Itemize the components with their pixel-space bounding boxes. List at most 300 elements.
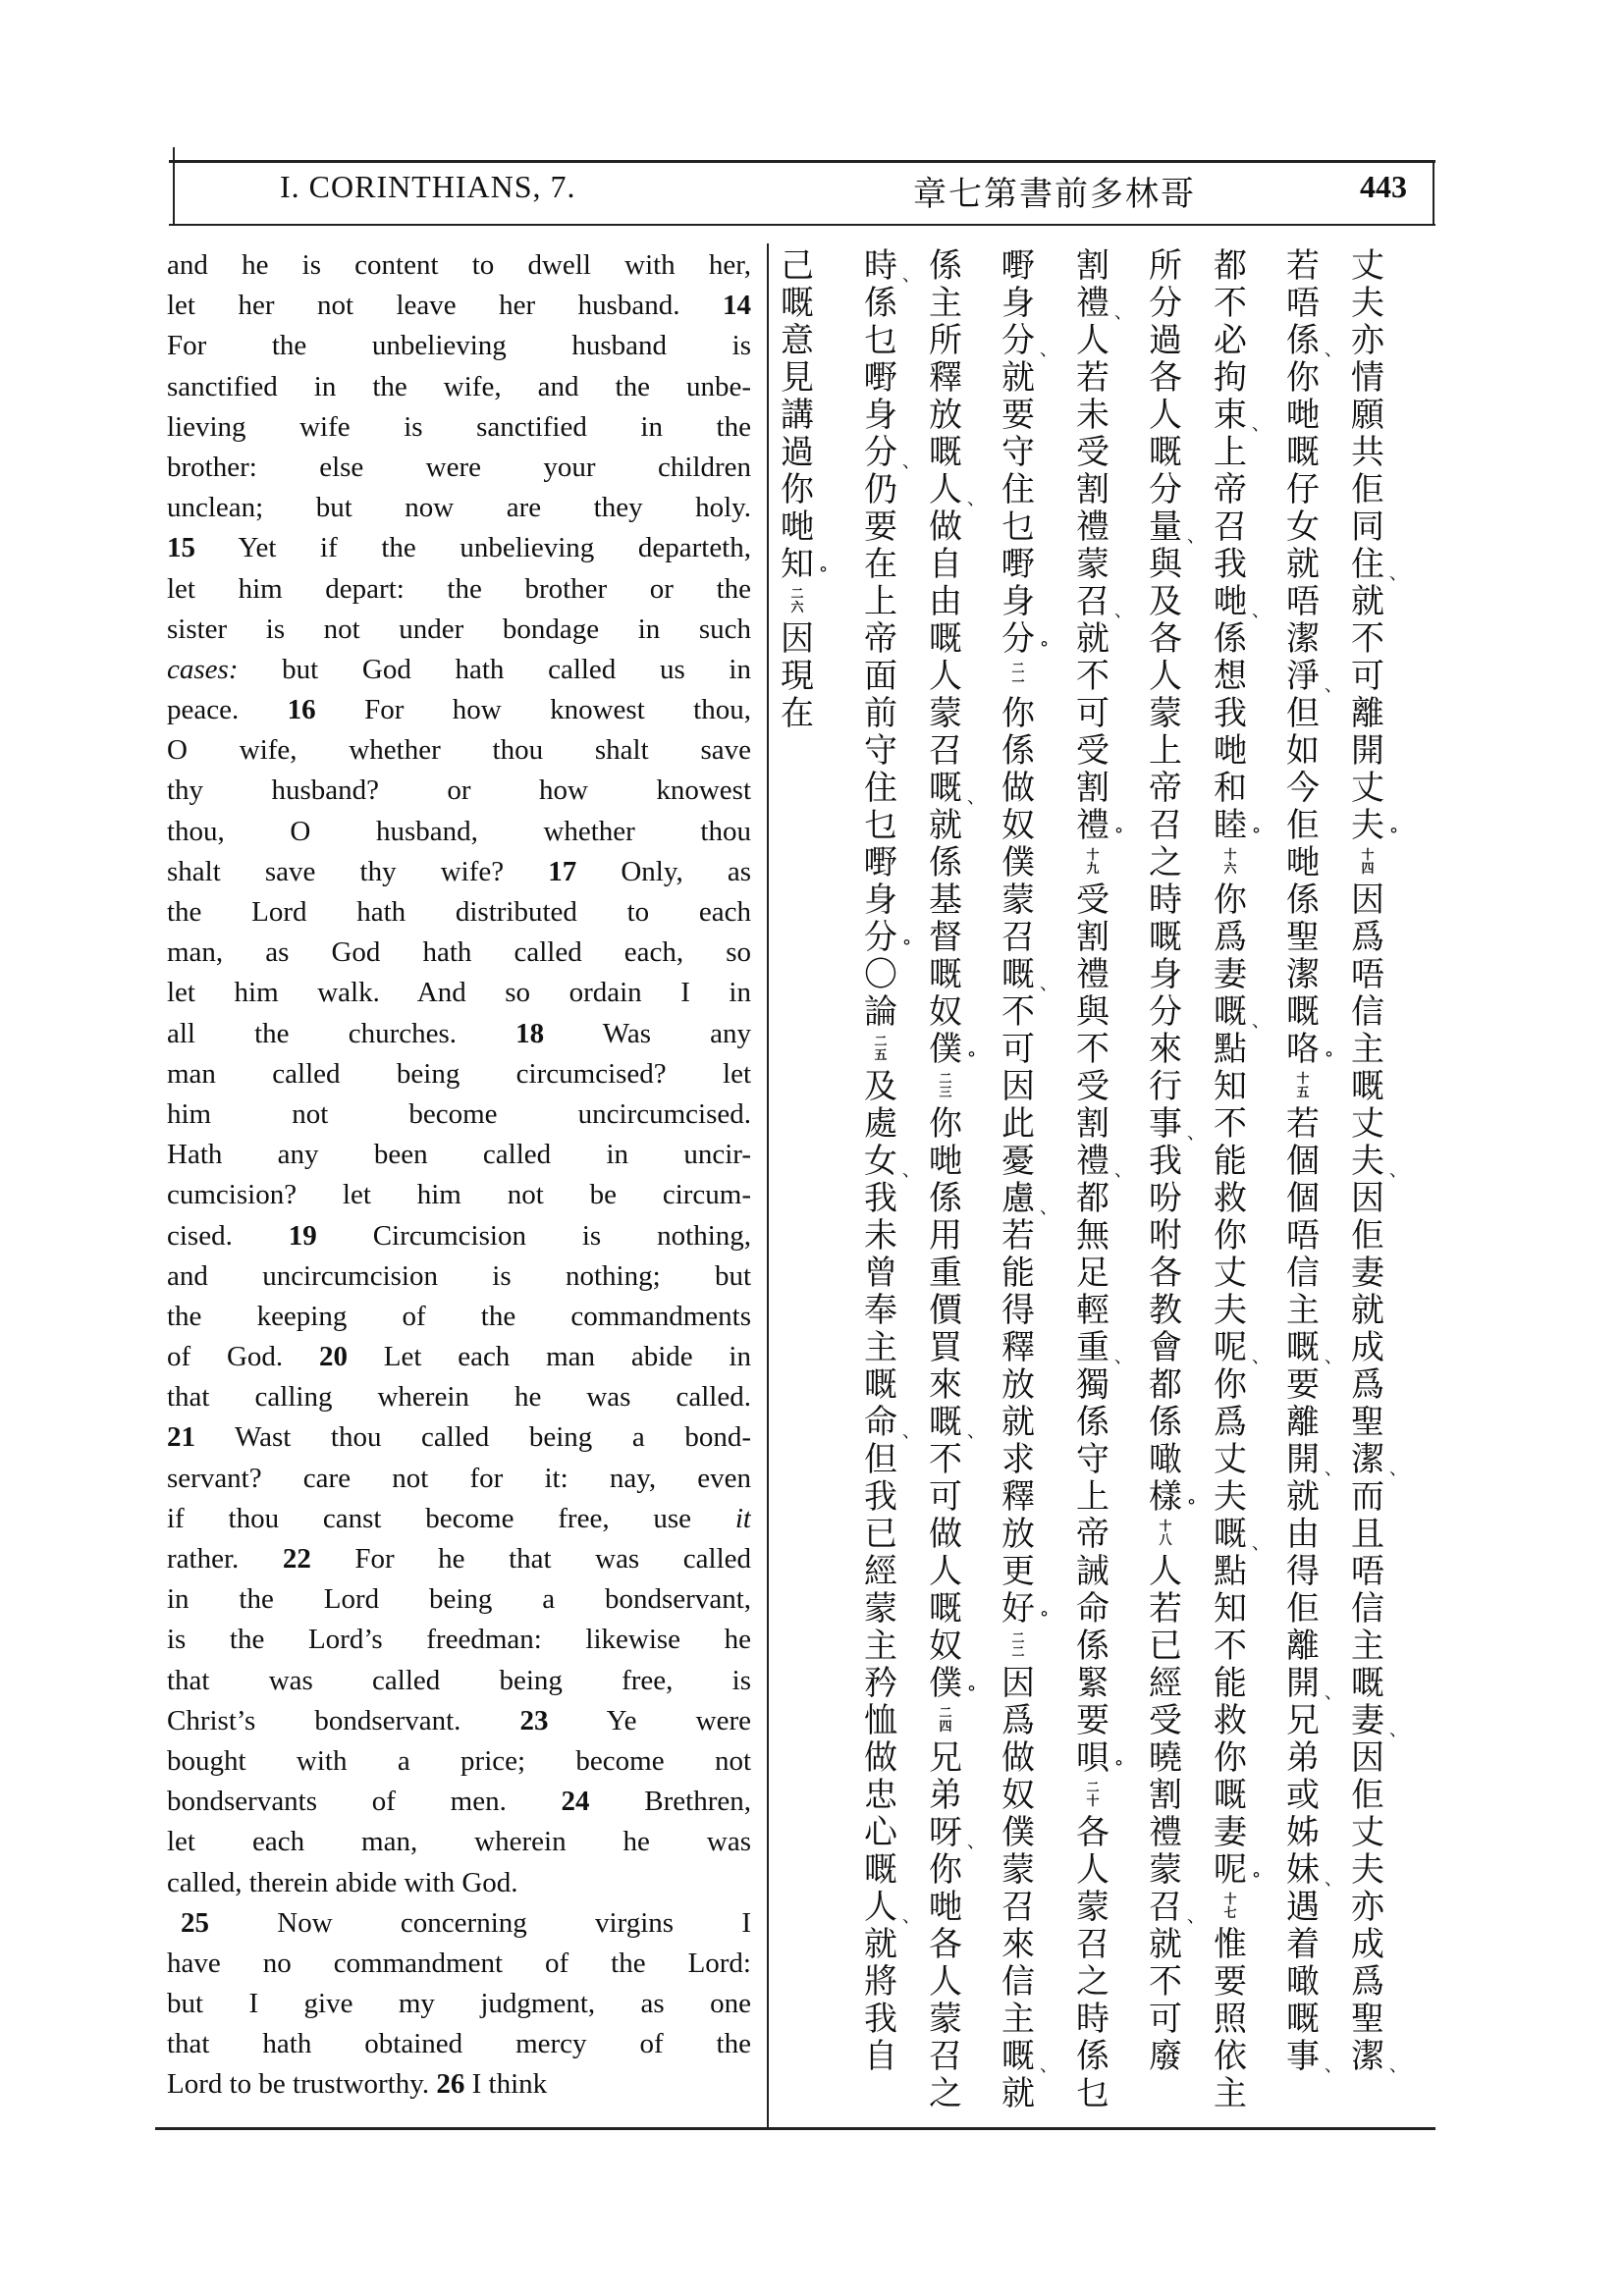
chinese-character: 心	[864, 1813, 897, 1852]
chinese-character: 咯 °	[1281, 1031, 1325, 1068]
chinese-character: 已	[1149, 1627, 1182, 1666]
chinese-character: 哋 、	[1214, 582, 1270, 621]
chinese-character: 禮 °	[1071, 807, 1114, 844]
text-segment: and he is content to dwell with her,	[167, 249, 751, 281]
chinese-character: 遇	[1286, 1888, 1320, 1927]
chinese-character: 嘢	[864, 358, 897, 398]
chinese-character: 蒙	[1149, 1850, 1182, 1890]
chinese-character: 知	[1214, 1067, 1247, 1106]
verse-number: 24	[561, 1786, 590, 1818]
chinese-character: 信	[1001, 1962, 1035, 2002]
chinese-character: 在	[864, 545, 897, 584]
chinese-character: 嘅	[1286, 433, 1320, 472]
chinese-character: 嘅	[929, 619, 962, 659]
text-line	[167, 1863, 751, 1903]
chinese-character: 信	[1351, 992, 1384, 1032]
chinese-character: 割	[1076, 470, 1109, 509]
text-segment: him not become uncircumcised.	[167, 1097, 751, 1130]
chinese-character: 分 、	[864, 433, 920, 472]
verse-number: 17	[548, 855, 577, 887]
chinese-character: 嘅 、	[929, 769, 985, 808]
chinese-character: 無	[1076, 1216, 1109, 1255]
chinese-character: 經	[1149, 1664, 1182, 1703]
chinese-character: 召	[929, 731, 962, 771]
text-segment: is the Lord’s freedman: likewise he	[167, 1624, 751, 1656]
chinese-character: 不	[929, 1440, 962, 1479]
chinese-character: 兄	[1286, 1701, 1320, 1740]
verse-number: 23	[519, 1704, 549, 1736]
chinese-character: 受	[1076, 881, 1109, 920]
chinese-character: 知 °	[776, 546, 819, 583]
text-line	[167, 1297, 751, 1337]
chinese-character: 弟	[1286, 1738, 1320, 1778]
bottom-rule	[155, 2127, 1435, 2130]
chinese-character: 價	[929, 1291, 962, 1330]
chinese-character: 若	[1149, 1589, 1182, 1629]
text-line	[167, 852, 751, 892]
chinese-character: 哋	[929, 1888, 962, 1927]
chinese-character: 你	[1214, 1216, 1247, 1255]
chinese-character: 蒙	[1149, 694, 1182, 733]
text-segment: man called being circumcised? let	[167, 1057, 751, 1090]
chinese-character: 爲	[1001, 1701, 1035, 1740]
chinese-character: 姊	[1286, 1813, 1320, 1852]
chinese-character: 召	[1214, 507, 1247, 547]
chinese-character: 情	[1351, 358, 1384, 398]
chinese-character: 妹 、	[1286, 1850, 1342, 1890]
chinese-character: 用	[929, 1216, 962, 1255]
comma-mark: 、	[1325, 1347, 1342, 1367]
text-segment: O wife, whether thou shalt save	[167, 734, 751, 767]
text-line	[167, 690, 751, 730]
chinese-character: 來	[929, 1365, 962, 1405]
chinese-character: 就	[864, 1925, 897, 1964]
chinese-character: 命 、	[864, 1403, 920, 1442]
full-stop-mark: °	[967, 1682, 976, 1703]
chinese-character: 見	[781, 358, 814, 398]
chinese-character: 若	[1076, 358, 1109, 398]
comma-mark: 、	[1389, 1720, 1407, 1740]
chinese-character: 嘅	[781, 284, 814, 323]
verse-number: 26	[436, 2068, 465, 2101]
chinese-character: 廢	[1149, 2037, 1182, 2076]
comma-mark: 、	[1325, 675, 1342, 696]
chinese-character: 面	[864, 657, 897, 696]
text-line	[167, 1984, 751, 2024]
chinese-character: 爲	[1351, 918, 1384, 957]
chinese-character: 不	[1214, 1104, 1247, 1144]
chinese-character: 分 °	[997, 620, 1040, 658]
chinese-character: 妻	[1351, 1254, 1384, 1293]
text-segment: and uncircumcision is nothing; but	[167, 1259, 751, 1292]
comma-mark: 、	[902, 1421, 920, 1442]
chinese-character: 守	[1001, 433, 1035, 472]
chinese-character: 妻	[1214, 1813, 1247, 1852]
comma-mark: 、	[1389, 1160, 1407, 1181]
chinese-character: 上	[1214, 433, 1247, 472]
text-segment: called, therein abide with God.	[167, 1866, 518, 1898]
chinese-character: 人 、	[929, 470, 985, 509]
chinese-character: 時	[1076, 2000, 1109, 2039]
running-title-english: I. CORINTHIANS, 7.	[280, 169, 576, 204]
chinese-character: 潔	[1286, 619, 1320, 659]
chinese-character: 論	[864, 992, 897, 1032]
text-segment: unclean; but now are they holy.	[167, 492, 751, 524]
chinese-character: 現	[781, 657, 814, 696]
text-segment: Let each man abide in	[347, 1341, 751, 1373]
chinese-character: 係	[1149, 1403, 1182, 1442]
verse-number-cell	[1071, 844, 1114, 881]
text-line	[167, 1459, 751, 1499]
comma-mark: 、	[1252, 1347, 1270, 1367]
chinese-character: 蒙	[1076, 1888, 1109, 1927]
chinese-character: 睦 °	[1209, 807, 1252, 844]
chinese-character: 開 、	[1286, 1664, 1342, 1703]
header-right-rule	[1433, 160, 1434, 226]
chinese-character: 可	[1351, 657, 1384, 696]
chinese-character: 身	[1001, 582, 1035, 621]
chinese-character: 乜	[1076, 2074, 1109, 2113]
chinese-character: 個	[1286, 1179, 1320, 1218]
text-line	[167, 1822, 751, 1862]
chinese-character: 做	[1001, 769, 1035, 808]
chinese-character: 慮 、	[1001, 1179, 1057, 1218]
verse-number-cell	[1346, 844, 1389, 881]
chinese-character: 嘅	[864, 1365, 897, 1405]
chinese-character: 就	[1286, 545, 1320, 584]
chinese-character: 惟	[1214, 1925, 1247, 1964]
chinese-character: 離	[1286, 1403, 1320, 1442]
chinese-character: 要	[1214, 1962, 1247, 2002]
verse-number: 19	[288, 1219, 317, 1252]
chinese-character: 誡	[1076, 1552, 1109, 1591]
text-segment: Circumcision is nothing,	[316, 1219, 751, 1252]
chinese-character: 各	[1076, 1813, 1109, 1852]
chinese-character: 嘅	[1149, 918, 1182, 957]
chinese-character: 來	[1001, 1925, 1035, 1964]
text-line	[167, 326, 751, 366]
chinese-character: 係	[929, 246, 962, 286]
chinese-character: 得	[1286, 1552, 1320, 1591]
chinese-character: 女 、	[864, 1142, 920, 1181]
chinese-character: 因	[1001, 1067, 1035, 1106]
chinese-character: 弟	[929, 1776, 962, 1815]
text-line	[167, 1417, 751, 1458]
chinese-character: 聖	[1351, 2000, 1384, 2039]
chinese-character: 照	[1214, 2000, 1247, 2039]
chinese-character: 呢 、	[1214, 1328, 1270, 1367]
chinese-character: 之	[1149, 843, 1182, 882]
chinese-character: 矜	[864, 1664, 897, 1703]
chinese-character: 重	[929, 1254, 962, 1293]
text-line	[167, 650, 751, 690]
chinese-character: 求	[1001, 1440, 1035, 1479]
chinese-character: 己	[781, 246, 814, 286]
chinese-character: 蒙	[1001, 1850, 1035, 1890]
comma-mark: 、	[1187, 526, 1205, 547]
comma-mark: 、	[902, 452, 920, 472]
text-line	[167, 1903, 751, 1944]
chinese-character: 離	[1286, 1627, 1320, 1666]
chinese-character: 受	[1076, 731, 1109, 771]
chinese-character: 拘	[1214, 358, 1247, 398]
chinese-character: 人	[1076, 321, 1109, 360]
chinese-character: 召 、	[1076, 582, 1132, 621]
chinese-character: 割	[1076, 918, 1109, 957]
chinese-character: 人 、	[864, 1888, 920, 1927]
text-segment: Wast thou called being a bond-	[195, 1421, 751, 1454]
comma-mark: 、	[1114, 601, 1132, 621]
chinese-character: 不	[1351, 619, 1384, 659]
text-line	[167, 973, 751, 1013]
chinese-character: 各	[1149, 1254, 1182, 1293]
text-segment: Ye were	[548, 1704, 751, 1736]
text-line	[167, 771, 751, 811]
full-stop-mark: °	[1252, 1869, 1261, 1890]
text-line	[167, 610, 751, 650]
chinese-character: 帝	[1076, 1515, 1109, 1554]
chinese-character: 女	[1286, 507, 1320, 547]
chinese-character: 能	[1214, 1142, 1247, 1181]
chinese-character: 受	[1076, 433, 1109, 472]
chinese-character: 釋	[1001, 1477, 1035, 1517]
text-segment: bought with a price; become not	[167, 1744, 751, 1777]
chinese-character: 〇	[864, 955, 897, 994]
chinese-character: 守	[864, 731, 897, 771]
chinese-character: 督	[929, 918, 962, 957]
full-stop-mark: °	[1187, 1496, 1196, 1517]
chinese-character: 噉	[1149, 1440, 1182, 1479]
chinese-character: 過	[781, 433, 814, 472]
verse-number: 十七	[1223, 1893, 1237, 1921]
comma-mark: 、	[967, 1421, 985, 1442]
chinese-character: 處	[864, 1104, 897, 1144]
chinese-character: 各	[1149, 619, 1182, 659]
chinese-character: 人	[929, 657, 962, 696]
chinese-character: 講	[781, 396, 814, 435]
chinese-character: 妻	[1214, 955, 1247, 994]
chinese-character: 守	[1076, 1440, 1109, 1479]
chinese-character: 乜	[1001, 507, 1035, 547]
verse-number: 25	[181, 1906, 209, 1939]
chinese-character: 可	[1076, 694, 1109, 733]
text-segment: Lord to be trustworthy.	[167, 2068, 437, 2101]
chinese-character: 潔 、	[1351, 1440, 1407, 1479]
english-text-column	[167, 245, 751, 2106]
comma-mark: 、	[1040, 974, 1057, 994]
chinese-character: 嘅	[1286, 992, 1320, 1032]
text-segment: Christ’s bondservant.	[167, 1704, 520, 1736]
chinese-character: 釋	[1001, 1328, 1035, 1367]
chinese-character: 之	[929, 2074, 962, 2113]
chinese-character: 你	[929, 1850, 962, 1890]
chinese-character: 你	[1001, 694, 1035, 733]
chinese-character: 不	[1076, 657, 1109, 696]
chinese-character: 夫	[1214, 1477, 1247, 1517]
comma-mark: 、	[1252, 601, 1270, 621]
text-segment: let each man, wherein he was	[167, 1826, 751, 1858]
chinese-character: 夫 °	[1346, 807, 1389, 844]
chinese-character: 嘅	[1351, 1664, 1384, 1703]
verse-number: 二二	[1011, 1631, 1025, 1660]
chinese-character: 我	[1214, 694, 1247, 733]
text-segment: all the churches.	[167, 1017, 516, 1049]
chinese-character: 離	[1351, 694, 1384, 733]
chinese-character: 哋	[929, 1142, 962, 1181]
verse-number-cell	[924, 1702, 967, 1739]
text-segment: that calling wherein he was called.	[167, 1381, 751, 1414]
chinese-character: 就	[1001, 1403, 1035, 1442]
chinese-character: 恤	[864, 1701, 897, 1740]
chinese-character: 割	[1076, 769, 1109, 808]
chinese-character: 我	[864, 1179, 897, 1218]
chinese-character: 樣 °	[1144, 1478, 1187, 1516]
text-segment: For the unbelieving husband is	[167, 330, 751, 362]
chinese-character: 時 、	[864, 246, 920, 286]
text-line	[167, 569, 751, 610]
comma-mark: 、	[1114, 302, 1132, 323]
text-line	[167, 245, 751, 286]
chinese-character: 曉	[1149, 1738, 1182, 1778]
chinese-character: 不	[1076, 1030, 1109, 1069]
chinese-character: 嘅 、	[1286, 1328, 1342, 1367]
chinese-character: 夫	[1351, 1850, 1384, 1890]
verse-number: 22	[282, 1543, 311, 1575]
chinese-character: 由	[1286, 1515, 1320, 1554]
chinese-character: 都	[1076, 1179, 1109, 1218]
chinese-column	[997, 246, 1057, 2113]
chinese-character: 因	[781, 619, 814, 659]
chinese-character: 丈	[1214, 1254, 1247, 1293]
chinese-character: 就	[1001, 358, 1035, 398]
chinese-character: 依	[1214, 2037, 1247, 2076]
chinese-character: 點	[1214, 1552, 1247, 1591]
chinese-character: 就	[1351, 1291, 1384, 1330]
chinese-character: 更	[1001, 1552, 1035, 1591]
text-segment: thou, O husband, whether thou	[167, 815, 751, 847]
chinese-character: 哋	[1286, 843, 1320, 882]
chinese-character: 係	[1076, 2037, 1109, 2076]
chinese-character: 丈	[1351, 1813, 1384, 1852]
chinese-character: 和	[1214, 769, 1247, 808]
chinese-character: 主	[1214, 2074, 1247, 2113]
text-segment: peace.	[167, 694, 288, 726]
text-line	[167, 367, 751, 407]
chinese-character: 可	[1149, 2000, 1182, 2039]
chinese-character: 聖	[1286, 918, 1320, 957]
chinese-character: 受	[1076, 1067, 1109, 1106]
chinese-character: 忠	[864, 1776, 897, 1815]
chinese-character: 僕 °	[924, 1031, 967, 1068]
verse-number: 二五	[874, 1035, 888, 1063]
chinese-character: 係	[1286, 881, 1320, 920]
chinese-character: 分	[1149, 284, 1182, 323]
text-line	[167, 1377, 751, 1417]
chinese-character: 嘅 、	[1001, 955, 1057, 994]
page-number: 443	[1360, 169, 1407, 204]
text-segment: it	[734, 1502, 751, 1534]
chinese-character: 係	[929, 1179, 962, 1218]
text-segment: rather.	[167, 1543, 283, 1575]
chinese-character: 奴	[1001, 806, 1035, 845]
full-stop-mark: °	[1252, 825, 1261, 845]
chinese-column	[924, 246, 985, 2113]
chinese-character: 丈	[1214, 1440, 1247, 1479]
chinese-character: 兄	[929, 1738, 962, 1778]
text-segment: have no commandment of the Lord:	[167, 1947, 751, 1979]
comma-mark: 、	[1389, 2056, 1407, 2076]
chinese-character: 買	[929, 1328, 962, 1367]
text-line	[167, 1741, 751, 1782]
chinese-character: 你	[929, 1104, 962, 1144]
running-title-chinese: 章七第書前多林哥	[913, 175, 1196, 214]
chinese-character: 召 、	[1149, 1888, 1205, 1927]
comma-mark: 、	[1389, 563, 1407, 584]
comma-mark: 、	[967, 489, 985, 509]
chinese-character: 奴	[929, 992, 962, 1032]
chinese-character: 淨 、	[1286, 657, 1342, 696]
chinese-character: 奉	[864, 1291, 897, 1330]
chinese-character: 嘅	[864, 1850, 897, 1890]
full-stop-mark: °	[1325, 1048, 1333, 1069]
text-line	[167, 1701, 751, 1741]
text-segment: the Lord hath distributed to each	[167, 896, 751, 928]
text-segment: but I give my judgment, as one	[167, 1988, 751, 2020]
chinese-character: 僕 °	[924, 1665, 967, 1702]
chinese-character: 蒙	[929, 2000, 962, 2039]
comma-mark: 、	[1389, 1459, 1407, 1479]
text-line	[167, 1944, 751, 1984]
text-segment: bondservants of men.	[167, 1786, 562, 1818]
verse-number: 16	[287, 694, 316, 726]
chinese-character: 身	[864, 396, 897, 435]
chinese-column	[1209, 246, 1270, 2113]
text-line	[167, 1620, 751, 1660]
chinese-character: 如	[1286, 731, 1320, 771]
comma-mark: 、	[1252, 1533, 1270, 1554]
chinese-character: 夫	[1351, 284, 1384, 323]
comma-mark: 、	[1252, 1011, 1270, 1032]
verse-number: 18	[515, 1017, 545, 1049]
chinese-character: 奴	[1001, 1776, 1035, 1815]
chinese-character: 我	[864, 2000, 897, 2039]
chinese-character: 都	[1149, 1365, 1182, 1405]
chinese-character: 佢	[1351, 1776, 1384, 1815]
chinese-character: 來	[1149, 1030, 1182, 1069]
chinese-character: 行	[1149, 1067, 1182, 1106]
chinese-character: 上	[864, 582, 897, 621]
chinese-character: 丈	[1351, 1104, 1384, 1144]
chinese-character: 因	[1001, 1664, 1035, 1703]
chinese-character: 開	[1351, 731, 1384, 771]
verse-number: 十五	[1296, 1072, 1310, 1100]
chinese-character: 可	[1001, 1030, 1035, 1069]
verse-number-cell	[1071, 1777, 1114, 1814]
chinese-character: 在	[781, 694, 814, 733]
chinese-character: 事 、	[1149, 1104, 1205, 1144]
chinese-character: 人	[929, 1962, 962, 2002]
chinese-character: 就	[1149, 1925, 1182, 1964]
chinese-column	[1281, 246, 1342, 2076]
chinese-character: 呢 °	[1209, 1851, 1252, 1889]
text-line	[167, 1256, 751, 1297]
chinese-character: 亦	[1351, 1888, 1384, 1927]
chinese-character: 人	[1076, 1850, 1109, 1890]
chinese-character: 好 °	[997, 1590, 1040, 1628]
chinese-character: 要	[1076, 1701, 1109, 1740]
full-stop-mark: °	[902, 936, 911, 957]
chinese-character: 唔	[1351, 1552, 1384, 1591]
